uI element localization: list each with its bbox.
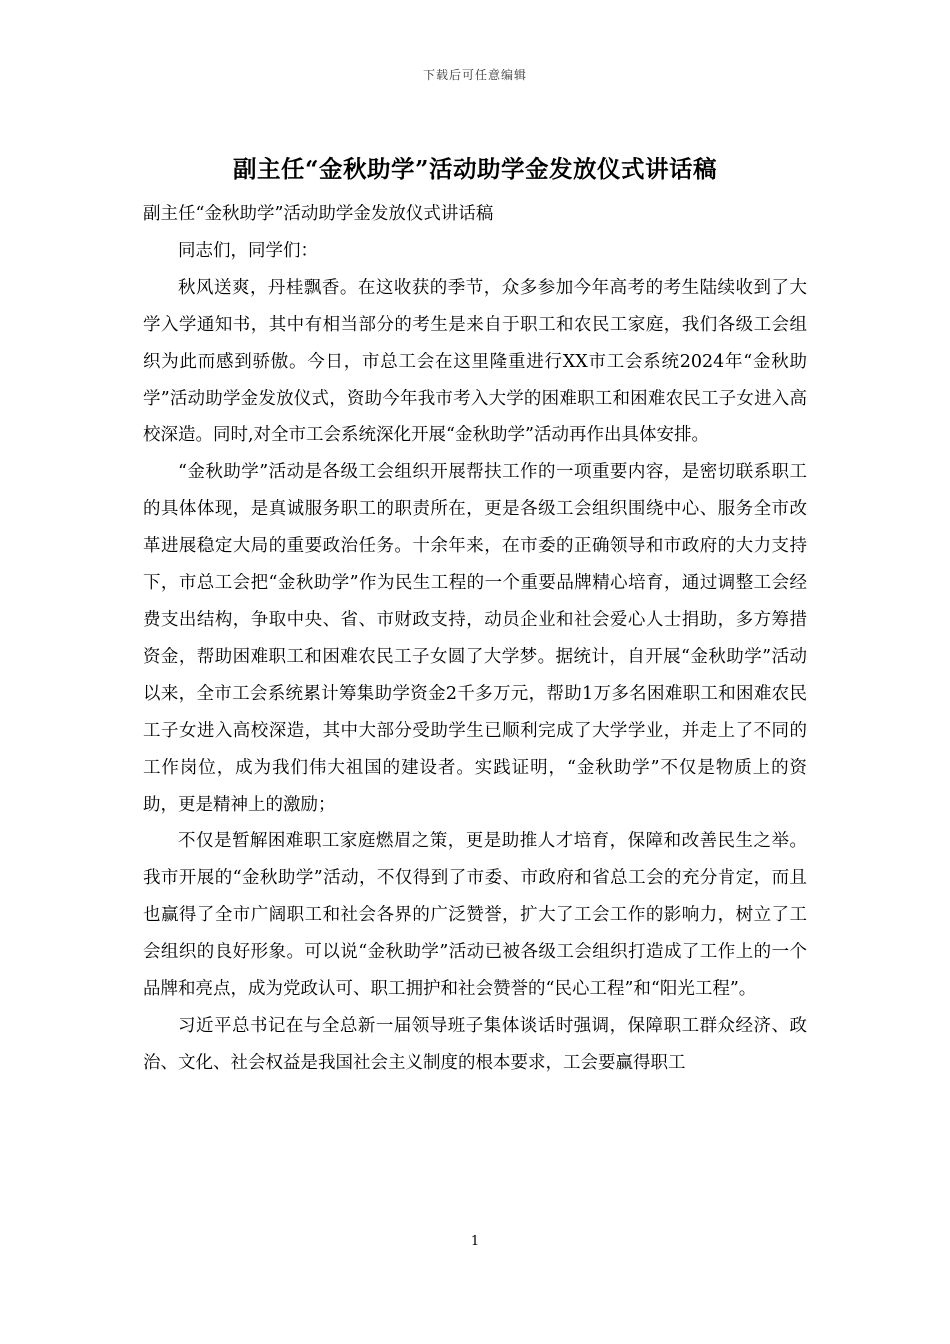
- document-title: 副主任“金秋助学”活动助学金发放仪式讲话稿: [232, 155, 718, 183]
- paragraph-greeting: 同志们，同学们：: [178, 240, 318, 261]
- paragraph: “金秋助学”活动是各级工会组织开展帮扶工作的一项重要内容，是密切联系职工的具体体现，是真诚服务职工的职责所在，更是各级工会组织围绕中心、服务全市改革进展稳定大局的重要政治任务。十余年来，在市委的正确领导和市政府的大力支持下，市总工会把“金秋助学”作为民生工程的一个重要品牌精心培育，通过调整工会经费支出结构，争取中央、省、市财政支持，动员企业和社会爱心人士捐助，多方筹措资金，帮助困难职工和困难农民工子女圆了大学梦。据统计，自开展“金秋助学”活动以来，全市工会系统累计筹集助学资金2千多万元，帮助1万多名困难职工和困难农民工子女进入高校深造，其中大部分受助学生已顺利完成了大学学业，并走上了不同的工作岗位，成为我们伟大祖国的建设者。实践证明，“金秋助学”不仅是物质上的资助，更是精神上的激励；: [143, 462, 807, 815]
- paragraph: 秋风送爽，丹桂飘香。在这收获的季节，众多参加今年高考的考生陆续收到了大学入学通知书，其中有相当部分的考生是来自于职工和农民工家庭，我们各级工会组织为此而感到骄傲。今日，市总工会在这里隆重进行XX市工会系统2024年“金秋助学”活动助学金发放仪式，资助今年我市考入大学的困难职工和困难农民工子女进入高校深造。同时,对全市工会系统深化开展“金秋助学”活动再作出具体安排。: [143, 277, 807, 446]
- document-subtitle: 副主任“金秋助学”活动助学金发放仪式讲话稿: [143, 204, 494, 224]
- paragraph: 不仅是暂解困难职工家庭燃眉之策，更是助推人才培育，保障和改善民生之举。我市开展的“金秋助学”活动，不仅得到了市委、市政府和省总工会的充分肯定，而且也赢得了全市广阔职工和社会各界的广泛赞誉，扩大了工会工作的影响力，树立了工会组织的良好形象。可以说“金秋助学”活动已被各级工会组织打造成了工作上的一个品牌和亮点，成为党政认可、职工拥护和社会赞誉的“民心工程”和“阳光工程”。: [143, 831, 807, 1000]
- page-number: 1: [470, 1234, 480, 1249]
- document-body: [143, 196, 807, 1082]
- header-note: 下载后可任意编辑: [422, 68, 527, 82]
- paragraph: 习近平总书记在与全总新一届领导班子集体谈话时强调，保障职工群众经济、政治、文化、社会权益是我国社会主义制度的根本要求，工会要赢得职工: [143, 1015, 807, 1073]
